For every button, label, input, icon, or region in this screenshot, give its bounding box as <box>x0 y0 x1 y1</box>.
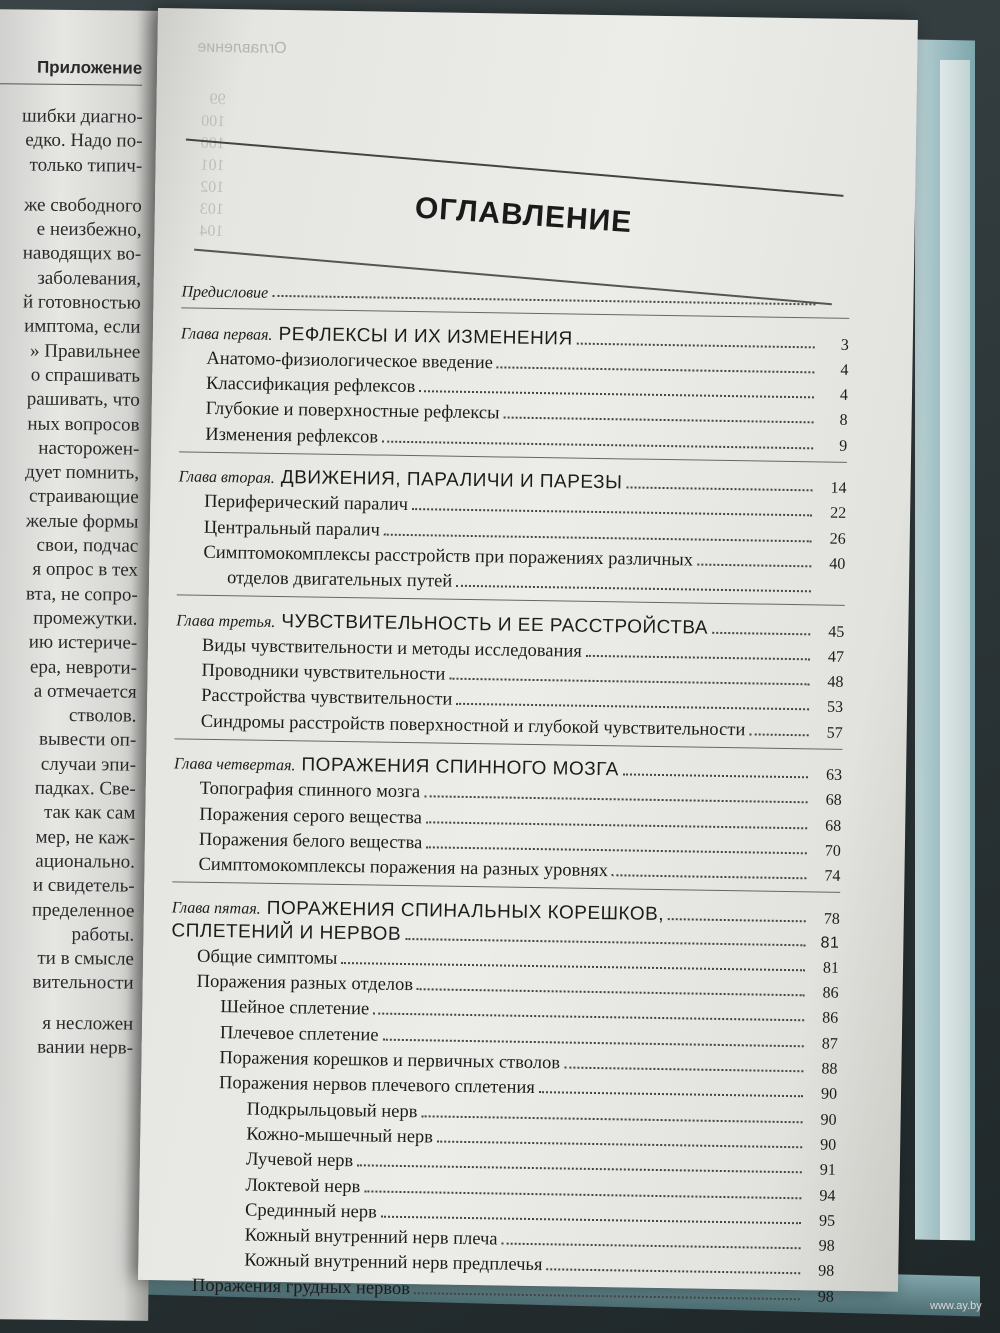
page-number: 78 <box>823 910 840 928</box>
page-number: 90 <box>820 1136 837 1154</box>
left-page-line: наводящих во- <box>22 242 142 266</box>
left-page-line: насторожен- <box>38 437 140 460</box>
dot-leader <box>426 821 807 829</box>
left-page-line: падках. Све- <box>34 777 136 800</box>
left-page-line: имптома, если <box>24 315 141 339</box>
chapter-label: Глава вторая. <box>178 468 275 487</box>
toc-entry-text: СПЛЕТЕНИЙ И НЕРВОВ <box>171 919 402 945</box>
dot-leader <box>626 486 812 491</box>
dot-leader <box>341 962 805 971</box>
dot-leader <box>697 564 811 568</box>
page-number: 90 <box>820 1085 838 1104</box>
page-number: 40 <box>829 555 846 573</box>
page-number: 86 <box>822 1009 839 1028</box>
left-page-line: ных вопросов <box>27 413 140 436</box>
left-page-line: случаи эпи- <box>40 753 137 776</box>
dot-leader <box>421 1115 802 1123</box>
dot-leader <box>456 703 809 711</box>
left-page <box>0 9 162 1321</box>
dot-leader <box>373 1013 804 1022</box>
page-number: 91 <box>819 1161 836 1179</box>
page-number: 3 <box>840 336 849 354</box>
left-page-line: стволов. <box>68 705 137 727</box>
preface-label: Предисловие <box>181 283 269 303</box>
chapter-label: Глава четвертая. <box>173 755 296 775</box>
toc-entry-text: Поражения грудных нервов <box>191 1275 411 1299</box>
dot-leader <box>272 295 815 306</box>
chapter-title: ЧУВСТВИТЕЛЬНОСТЬ И ЕЕ РАССТРОЙСТВА <box>281 610 709 639</box>
page-title: ОГЛАВЛЕНИЕ <box>413 191 634 240</box>
left-page-line: и свидетель- <box>32 874 135 897</box>
chapter-label: Глава третья. <box>176 611 276 631</box>
page-number: 22 <box>830 504 847 523</box>
left-page-line: пределенное <box>31 899 135 922</box>
toc-entry-text: Лучевой нерв <box>245 1149 354 1172</box>
page-number: 57 <box>826 724 843 742</box>
left-page-line: шибки диагно- <box>21 105 143 128</box>
page-number: 81 <box>822 959 840 977</box>
dot-leader <box>424 796 807 804</box>
show-through-numbers <box>199 89 225 243</box>
page-number: 4 <box>839 386 849 405</box>
toc-entry-text: Поражения серого вещества <box>199 804 423 828</box>
toc-entry-text: Глубокие и поверхностные рефлексы <box>205 399 500 424</box>
toc-entry-text: Кожный внутренний нерв плеча <box>244 1225 498 1250</box>
show-through-number: 104 <box>199 222 224 241</box>
page-number: 87 <box>821 1035 838 1053</box>
left-page-line: ию истериче- <box>28 631 138 654</box>
dot-leader <box>539 1091 803 1097</box>
left-page-line: же свободного <box>24 194 142 217</box>
show-through-number: 102 <box>200 178 225 197</box>
left-page-header: Приложение <box>0 57 142 86</box>
toc-entry-text: Симптомокомплексы расстройств при поражениях различных <box>203 542 694 571</box>
dot-leader <box>437 1140 802 1148</box>
left-page-line: я несложен <box>42 1012 134 1035</box>
toc-entry-text: Поражения нервов плечевого сплетения <box>218 1073 535 1099</box>
show-through-header: Оглавление <box>197 38 287 58</box>
show-through-number: 100 <box>200 134 226 153</box>
dot-leader <box>749 733 808 736</box>
toc-entry-text: Центральный паралич <box>203 517 381 541</box>
dot-leader <box>381 1215 801 1224</box>
toc-entry-text: Кожно-мышечный нерв <box>246 1124 434 1148</box>
dot-leader <box>577 342 815 348</box>
dot-leader <box>501 1243 800 1250</box>
page-number: 14 <box>830 479 847 497</box>
left-page-line: е неизбежно, <box>36 218 142 241</box>
chapter-title: ДВИЖЕНИЯ, ПАРАЛИЧИ И ПАРЕЗЫ <box>280 467 623 494</box>
dot-leader <box>623 773 808 778</box>
chapter-label: Глава первая. <box>180 324 273 344</box>
left-page-line: ационально. <box>35 850 136 873</box>
left-page-line: о спрашивать <box>30 364 141 387</box>
toc-entry-text: Срединный нерв <box>244 1200 378 1223</box>
dot-leader <box>382 1038 803 1047</box>
dot-leader <box>546 1269 800 1275</box>
left-page-line: желые формы <box>25 510 139 533</box>
left-page-line: вывести оп- <box>38 729 137 752</box>
page-number: 26 <box>829 530 846 548</box>
dot-leader <box>497 366 815 373</box>
left-page-line: вании нерв- <box>37 1036 134 1059</box>
left-page-line: вта, не сопро- <box>25 583 138 606</box>
toc-entry-text: Симптомокомплексы поражения на разных уровнях <box>198 854 609 882</box>
chapter-title: ПОРАЖЕНИЯ СПИННОГО МОЗГА <box>301 754 620 781</box>
dot-leader <box>412 508 812 516</box>
page-number: 53 <box>826 699 844 717</box>
dot-leader <box>419 390 814 398</box>
left-page-line: работы. <box>71 923 135 946</box>
page-number: 86 <box>822 984 839 1002</box>
dot-leader <box>382 440 813 449</box>
chapter-title: ПОРАЖЕНИЯ СПИНАЛЬНЫХ КОРЕШКОВ, <box>266 897 665 925</box>
left-page-line: вительности <box>32 971 134 995</box>
page-number: 45 <box>828 623 845 641</box>
left-page-line: свои, подчас <box>36 534 139 557</box>
page-number: 81 <box>820 934 840 952</box>
dot-leader <box>456 585 811 593</box>
page-number: 95 <box>818 1212 836 1230</box>
page-number: 4 <box>840 361 849 379</box>
toc-entry-text: Классификация рефлексов <box>205 373 416 398</box>
dot-leader <box>364 1190 801 1199</box>
page-number: 47 <box>827 648 845 666</box>
dot-leader <box>668 918 806 922</box>
dot-leader <box>564 1067 803 1073</box>
left-page-line: ти в смысле <box>37 947 135 970</box>
show-through-number: 100 <box>201 112 226 131</box>
page-number: 98 <box>817 1288 834 1306</box>
page-number: 8 <box>839 412 848 430</box>
page-number: 48 <box>827 673 844 692</box>
left-page-line: й готовностью <box>22 291 141 314</box>
toc-preface <box>181 276 849 312</box>
page-number: 88 <box>821 1060 838 1078</box>
page-number: 70 <box>824 842 841 860</box>
dot-leader <box>712 631 810 635</box>
chapter-label: Глава пятая. <box>171 898 261 918</box>
toc-entry-text: Периферический паралич <box>204 492 409 516</box>
toc-entry-text: Виды чувствительности и методы исследования <box>201 635 582 662</box>
table-of-contents <box>166 276 850 1306</box>
left-page-text <box>0 104 143 1061</box>
toc-entry-text: Локтевой нерв <box>245 1175 361 1197</box>
toc-entry-text: Расстройства чувствительности <box>201 686 453 711</box>
dot-leader <box>426 846 807 854</box>
title-rule-top <box>186 138 844 196</box>
page-number: 68 <box>825 817 842 835</box>
toc-entry-text: Поражения корешков и первичных стволов <box>219 1048 561 1074</box>
page-number: 63 <box>825 766 843 784</box>
toc-entry-text: Плечевое сплетение <box>219 1022 379 1046</box>
left-page-line: заболевания, <box>37 267 142 290</box>
left-page-line: мер, не каж- <box>35 826 136 849</box>
page-number: 98 <box>818 1237 835 1255</box>
left-page-line <box>0 995 134 1013</box>
dot-leader <box>586 655 810 661</box>
dot-leader <box>384 533 812 542</box>
contents-page <box>138 8 918 1306</box>
left-page-line: а отмечается <box>33 680 137 703</box>
left-page-line: только типич- <box>29 154 143 177</box>
page-number: 74 <box>824 867 841 886</box>
watermark: www.ay.by <box>930 1300 982 1312</box>
toc-entry-text: отделов двигательных путей <box>226 568 453 592</box>
book-pages-edge <box>940 60 970 1240</box>
toc-entry-text: Поражения белого вещества <box>198 829 423 854</box>
left-page-line <box>0 177 142 195</box>
toc-entry-text: Изменения рефлексов <box>205 424 379 448</box>
dot-leader <box>612 874 807 879</box>
show-through-number: 103 <box>199 200 224 219</box>
left-page-line: рашивать, что <box>26 388 140 411</box>
toc-entry-text: Подкрыльцовый нерв <box>246 1099 418 1122</box>
page-number: 94 <box>819 1187 836 1205</box>
left-page-line: едко. Надо по- <box>25 129 143 153</box>
toc-entry-text: Топография спинного мозга <box>199 779 421 803</box>
toc-entry-text: Общие симптомы <box>196 946 338 969</box>
page-number: 90 <box>820 1111 837 1129</box>
page-number: 9 <box>839 437 848 455</box>
dot-leader <box>357 1164 802 1173</box>
dot-leader <box>503 417 813 424</box>
left-page-line: » Правильнее <box>29 340 141 363</box>
show-through-number: 99 <box>209 90 226 109</box>
left-page-line: дует помнить, <box>25 461 140 484</box>
show-through-number: 101 <box>200 156 225 175</box>
chapter-title: РЕФЛЕКСЫ И ИХ ИЗМЕНЕНИЯ <box>278 323 573 350</box>
toc-entry-text: Шейное сплетение <box>220 997 370 1020</box>
dot-leader <box>449 678 809 686</box>
left-page-line: страивающие <box>28 485 139 509</box>
toc-entry-text: Поражения разных отделов <box>196 971 414 996</box>
page-number: 68 <box>825 791 842 810</box>
left-page-line: я опрос в тех <box>32 558 139 582</box>
toc-entry-text: Кожный внутренний нерв предплечья <box>244 1250 543 1276</box>
dot-leader <box>417 988 805 996</box>
dot-leader <box>405 938 805 946</box>
toc-entry-text: Анатомо-физиологическое введение <box>206 348 494 374</box>
left-page-line: так как сам <box>43 802 136 824</box>
left-page-line: промежутки. <box>33 607 138 630</box>
toc-entry-text: Синдромы расстройств поверхностной и глубокой чувствительности <box>200 711 746 741</box>
page-number: 98 <box>818 1262 835 1281</box>
dot-leader <box>414 1292 800 1300</box>
left-page-line: ера, невроти- <box>29 656 138 679</box>
toc-entry-text: Проводники чувствительности <box>201 660 446 685</box>
